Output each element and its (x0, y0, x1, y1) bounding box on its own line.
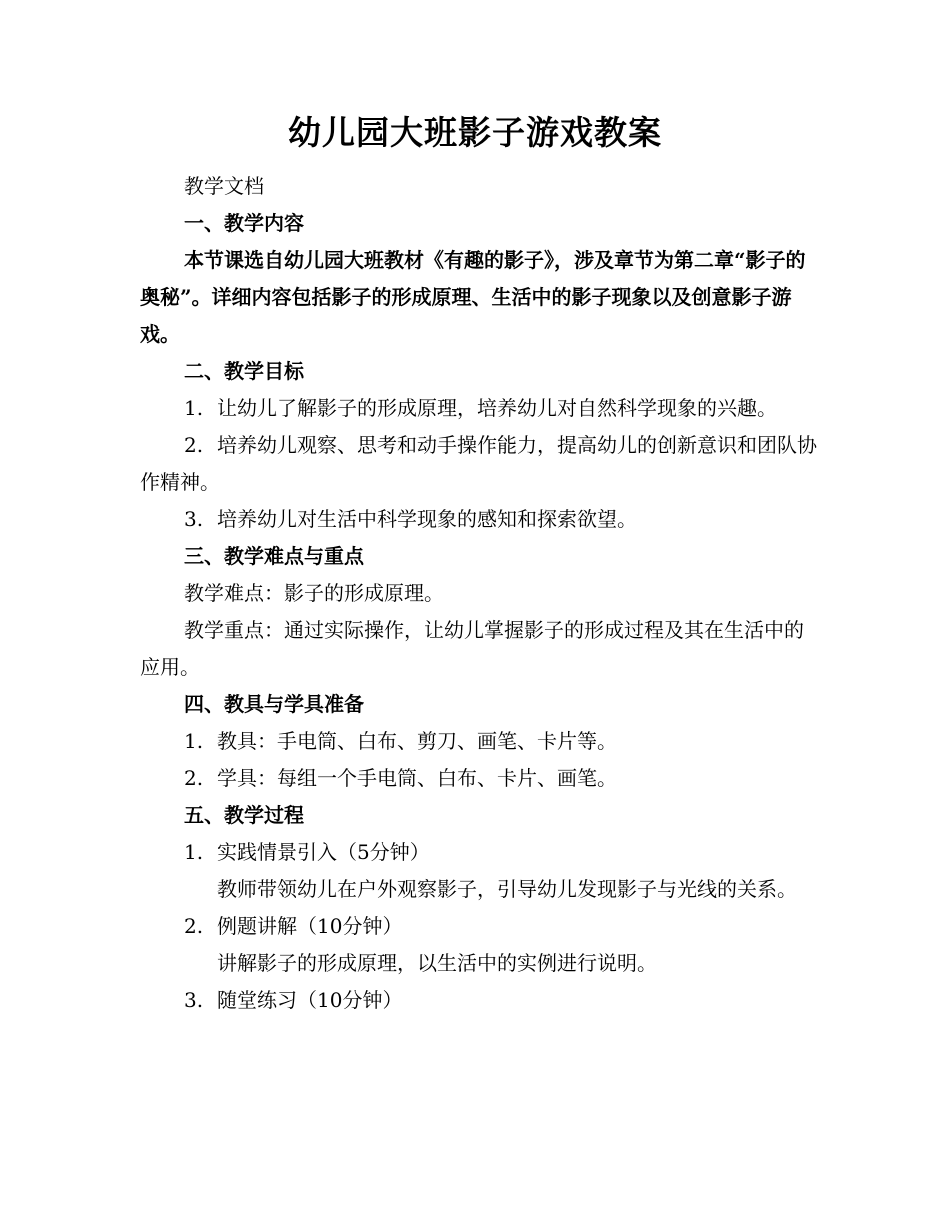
tool-item-number: 2. (184, 766, 204, 790)
goal-item (140, 390, 820, 427)
section-heading-process: 五、教学过程 (184, 803, 304, 827)
document-title: 幼儿园大班影子游戏教案 (288, 113, 662, 152)
tool-item (140, 760, 820, 797)
process-step-label: 实践情景引入（5分钟） (217, 840, 430, 864)
section-heading-content: 一、教学内容 (184, 211, 304, 235)
document-subtitle: 教学文档 (184, 174, 264, 198)
section-heading-tools: 四、教具与学具准备 (184, 692, 364, 716)
process-step-detail: 教师带领幼儿在户外观察影子，引导幼儿发现影子与光线的关系。 (217, 877, 797, 901)
process-step-number: 2. (184, 914, 204, 938)
section-content-text: 本节课选自幼儿园大班教材《有趣的影子》，涉及章节为第二章“影子的奥秘”。详细内容包括影子的形成原理、生活中的影子现象以及创意影子游戏。 (140, 248, 806, 346)
process-step (140, 982, 820, 1019)
tool-item-text: 学具：每组一个手电筒、白布、卡片、画笔。 (217, 766, 617, 790)
tool-item-number: 1. (184, 729, 204, 753)
tool-item-text: 教具：手电筒、白布、剪刀、画笔、卡片等。 (217, 729, 617, 753)
key-point-text: 教学重点：通过实际操作，让幼儿掌握影子的形成过程及其在生活中的应用。 (140, 618, 804, 679)
goal-item-number: 2. (184, 433, 204, 457)
process-step-label: 随堂练习（10分钟） (217, 988, 403, 1012)
process-step (140, 834, 820, 871)
goal-item-text: 培养幼儿观察、思考和动手操作能力，提高幼儿的创新意识和团队协作精神。 (140, 433, 817, 494)
goal-item-text: 培养幼儿对生活中科学现象的感知和探索欲望。 (217, 507, 637, 531)
goal-item (140, 501, 820, 538)
section-heading-goals: 二、教学目标 (184, 359, 304, 383)
process-step (140, 908, 820, 945)
document-body (140, 168, 820, 1019)
process-step-detail: 讲解影子的形成原理，以生活中的实例进行说明。 (217, 951, 657, 975)
process-step-number: 3. (184, 988, 204, 1012)
goal-item-text: 让幼儿了解影子的形成原理，培养幼儿对自然科学现象的兴趣。 (217, 396, 777, 420)
process-step-label: 例题讲解（10分钟） (217, 914, 403, 938)
goal-item (140, 427, 820, 501)
goal-item-number: 1. (184, 396, 204, 420)
difficulty-text: 教学难点：影子的形成原理。 (184, 581, 444, 605)
section-heading-difficulty: 三、教学难点与重点 (184, 544, 364, 568)
tool-item (140, 723, 820, 760)
goal-item-number: 3. (184, 507, 204, 531)
process-step-number: 1. (184, 840, 204, 864)
